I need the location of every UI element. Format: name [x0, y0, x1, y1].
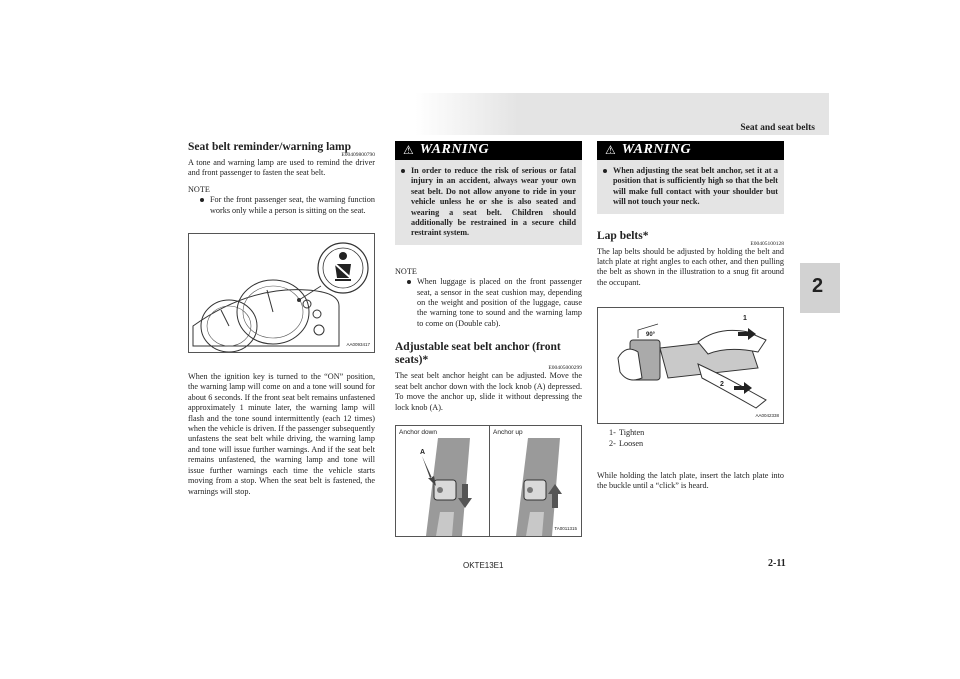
note-item: When luggage is placed on the front passenger seat, a sensor in the seat cushion may, depending on the weight and position of the luggage, cause the warning tone to sound and the warning lamp to come on (Double cab).: [407, 277, 582, 329]
note-label: NOTE: [395, 266, 417, 276]
label-anchor-down: Anchor down: [399, 428, 437, 436]
label-tighten: 1: [743, 315, 747, 323]
chapter-tab: [800, 263, 840, 313]
section-title: Seat and seat belts: [740, 123, 815, 133]
section-code: E00409800790: [341, 152, 375, 158]
legend-item-loosen: 2- Loosen: [609, 438, 644, 448]
legend-item-tighten: 1- Tighten: [609, 428, 645, 438]
column-right: [597, 141, 784, 492]
column-middle: [395, 141, 582, 537]
heading-lap-belts: Lap belts*: [597, 229, 649, 242]
warning-header: ⚠ WARNING: [597, 141, 784, 160]
page-number: 2-11: [768, 558, 786, 569]
bullet-icon: [603, 169, 607, 173]
closing-paragraph: While holding the latch plate, insert the latch plate into the buckle until a “click” is heard.: [597, 471, 784, 491]
bullet-icon: [407, 280, 411, 284]
figure-code: AA0042338: [755, 412, 779, 418]
note-item: For the front passenger seat, the warning function works only while a person is sitting on the seat.: [200, 195, 375, 216]
heading-reminder-lamp: Seat belt reminder/warning lamp: [188, 141, 352, 153]
warning-header: ⚠ WARNING: [395, 141, 582, 160]
body-paragraph: When the ignition key is turned to the “ON” position, the warning lamp will come on and a tone will sound for about 6 seconds. If the front seat belt remains unfastened approximately 1 minute later, the warning lamp will flash and the tone sound intermittently (each 12 times) when the vehicle is driven. If the passenger subsequently unfastens the seat belt while driving, the warning lamp and tone will issue further warnings. And if the seat belt remains unfastened, the warning lamp and tone will issue further warnings each time the vehicle starts moving from a stop. When the seat belt is fastened, the warnings will stop.: [188, 372, 375, 496]
warning-body: When adjusting the seat belt anchor, set it at a position that is sufficiently high so that the belt will make full contact with your shoulder but will not touch your neck.: [597, 160, 784, 214]
legend-list: [597, 428, 784, 449]
intro-paragraph: A tone and warning lamp are used to remind the driver and front passenger to fasten the seat belt.: [188, 158, 375, 178]
label-anchor-up: Anchor up: [493, 428, 523, 436]
note-label: NOTE: [188, 184, 210, 194]
instrument-cluster-figure: [188, 233, 375, 353]
label-loosen: 2: [720, 381, 724, 389]
bullet-icon: [401, 169, 405, 173]
label-lock-knob: A: [420, 448, 426, 456]
lap-belt-figure: [597, 307, 784, 424]
section-code: E00405100128: [750, 240, 784, 247]
lap-belt-illustration: [598, 308, 785, 423]
warning-triangle-icon: ⚠: [605, 143, 616, 158]
anchor-figure: [395, 425, 582, 537]
bullet-icon: [200, 198, 204, 202]
warning-body: In order to reduce the risk of serious or fatal injury in an accident, always wear your own seat belt. Do not allow anyone to ride in your vehicle unless he or she is also seated and wearing a seat belt. Children should additionally be restrained in a secure child restraint system.: [395, 160, 582, 245]
body-paragraph: The seat belt anchor height can be adjusted. Move the seat belt anchor down with the lock knob (A) depressed. To move the anchor up, slide it without depressing the lock knob (A).: [395, 371, 582, 412]
footer-code: OKTE13E1: [463, 561, 504, 570]
cluster-illustration: [189, 234, 376, 352]
label-angle: 90°: [646, 332, 656, 339]
chapter-number: 2: [812, 275, 824, 297]
heading-anchor: Adjustable seat belt anchor (front seats)*: [395, 341, 561, 367]
figure-code: AA0093417: [346, 341, 370, 347]
column-left: [188, 141, 375, 497]
figure-code: TA0011315: [554, 525, 577, 531]
section-code: E00405000299: [548, 365, 582, 372]
warning-triangle-icon: ⚠: [403, 143, 414, 158]
body-paragraph: The lap belts should be adjusted by holding the belt and latch plate at right angles to each other, and then pulling the belt as shown in the illustration to a snug fit around the occupant.: [597, 246, 784, 287]
figure-divider: [489, 426, 490, 536]
warning-box: [597, 141, 784, 214]
warning-box: [395, 141, 582, 245]
